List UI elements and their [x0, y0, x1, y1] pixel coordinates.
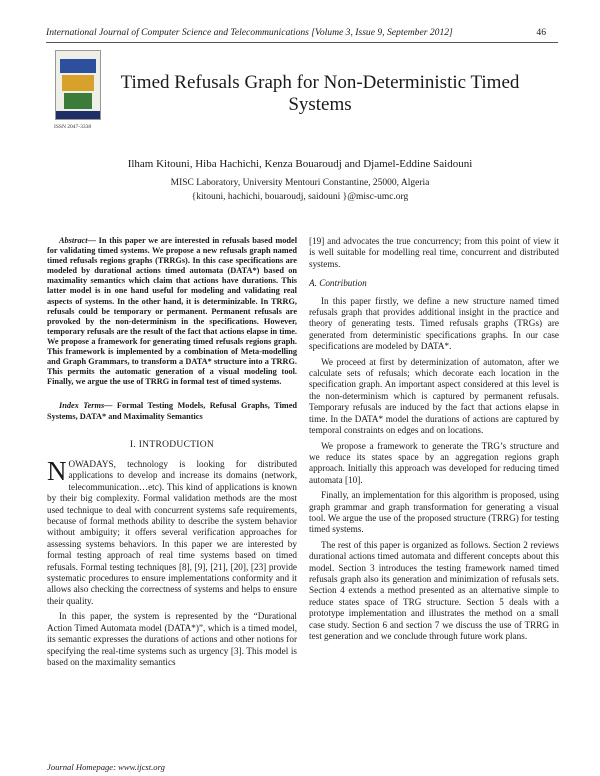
journal-name: International Journal of Computer Science and Telecommunications [Volume 3, Issue 9, September 2012] [46, 27, 453, 38]
intro-paragraph-1: NOWADAYS, technology is looking for distributed applications to develop and increase its domains (network, telecommunication…etc). This kind of applications is known by their big complexity. Formal validation methods are the most used technique to deal with concurrent systems safe requirements, because of formal methods ability to describe the system behavior without ambiguity; it offers several verification approaches for assessing systems behaviors. In this paper we are interested by formal testing approach of real time systems based on timed refusals. Formal testing techniques [8], [9], [21], [20], [23] provide systematic procedures to ensure implementations conformity and it allows also checking the correctness of systems and helps to ensure their quality. [47, 456, 297, 606]
left-column [47, 236, 297, 668]
contribution-paragraph-3: We propose a framework to generate the TRG’s structure and we reduce its states space by an aggregation regions graph approach. Initially this approach was developed for reducing timed automata [10]. [309, 440, 559, 485]
intro-paragraph-2: In this paper, the system is represented by the “Durational Action Timed Automata model (DATA*)”, which is a timed model, its semantic expresses the durations of actions and other notions for specifying the real-time systems such as urgency [3]. This model is based on the maximality semantics [47, 611, 297, 667]
journal-cover-image [55, 50, 101, 120]
right-column [309, 236, 559, 642]
subsection-heading-contribution: A. Contribution [309, 278, 367, 289]
paper-title: Timed Refusals Graph for Non-Deterministic Timed Systems [120, 72, 520, 115]
drop-cap: N [47, 456, 67, 486]
index-terms [47, 401, 297, 421]
email-line: {kitouni, hachichi, bouaroudj, saidouni }@misc-umc.org [191, 192, 409, 202]
contribution-paragraph-5: The rest of this paper is organized as follows. Section 2 reviews durational actions timed automata and different concepts about this model. Section 3 introduces the testing framework named timed refusals graph also its generation and minimization of refusals sets. Section 4 extends a method presented as an alternative simple to reduce states space of TRG structure. Section 5 deals with a prototype implementation and illustrates the method on a small case study. Section 6 and section 7 we discuss the use of TRRG in test generation and we conclude through future work plans. [309, 539, 559, 641]
contribution-paragraph-4: Finally, an implementation for this algorithm is proposed, using graph grammar and graph transformation for generating a visual tool. We argue the use of the proposed structure (TRRG) for testing timed systems. [309, 490, 559, 535]
issn-label: ISSN 2047-3338 [54, 124, 92, 130]
abstract [47, 236, 297, 387]
page-number: 46 [536, 27, 546, 38]
journal-homepage-footer: Journal Homepage: www.ijcst.org [47, 762, 165, 772]
index-terms-text: Formal Testing Models, Refusal Graphs, Timed Systems, DATA* and Maximality Semantics [47, 401, 298, 421]
header-rule [46, 42, 558, 43]
contribution-paragraph-1: In this paper firstly, we define a new structure named timed refusals graph that provides additional insight in the practice and theory of generating tests. Timed refusals graphs (TRGs) are generated from deterministic specifications graphs. In our case specifications are modeled by DATA*. [309, 295, 559, 352]
contribution-paragraph-2: We proceed at first by determinization of automaton, after we calculate sets of refusals; which decorate each location in the specification graph. An important aspect considered at this level is the non-determinism which is captured by permanent refusals. Temporary refusals are induced by the fact that actions elapse in time. In the DATA* model the durations of actions are captured by temporal constraints on edges and on locations. [309, 356, 559, 436]
affiliation: MISC Laboratory, University Mentouri Constantine, 25000, Algeria [170, 178, 430, 188]
intro-paragraph-2-continued: [19] and advocates the true concurrency; from this point of view it is well suitable for modelling real time, concurrent and distributed systems. [309, 236, 559, 269]
author-list: Ilham Kitouni, Hiba Hachichi, Kenza Bouaroudj and Djamel-Eddine Saidouni [127, 158, 473, 170]
section-heading-introduction: I. INTRODUCTION [129, 439, 215, 450]
abstract-lead: Abstract— [59, 236, 96, 245]
abstract-text: In this paper we are interested in refusals based model for validating timed systems. We propose a new refusals graph named timed refusals regions graphs (TRRGs). In this case specifications are modeled by durational actions timed automata (DATA*) based on maximality semantics which claim that actions have durations. This latter model is in one hand useful for modeling and validating real aspects of systems. In the other hand, it is determinizable. In TRRG, refusals could be temporary or permanent. Permanent refusals are provoked by the non-determinism in the specifications. However, temporary refusals are the result of the fact that actions elapse in time. We propose a framework for generating timed refusals regions graph. This framework is implemented by a combination of Meta-modelling and Graph Grammars, to transform a DATA* structure into a TRRG. This permits the automatic generation of a visual modeling tool. Finally, we argue the use of TRRG in formal test of timed systems. [47, 236, 297, 387]
running-header [46, 27, 546, 38]
index-terms-lead: Index Terms— [59, 401, 113, 411]
